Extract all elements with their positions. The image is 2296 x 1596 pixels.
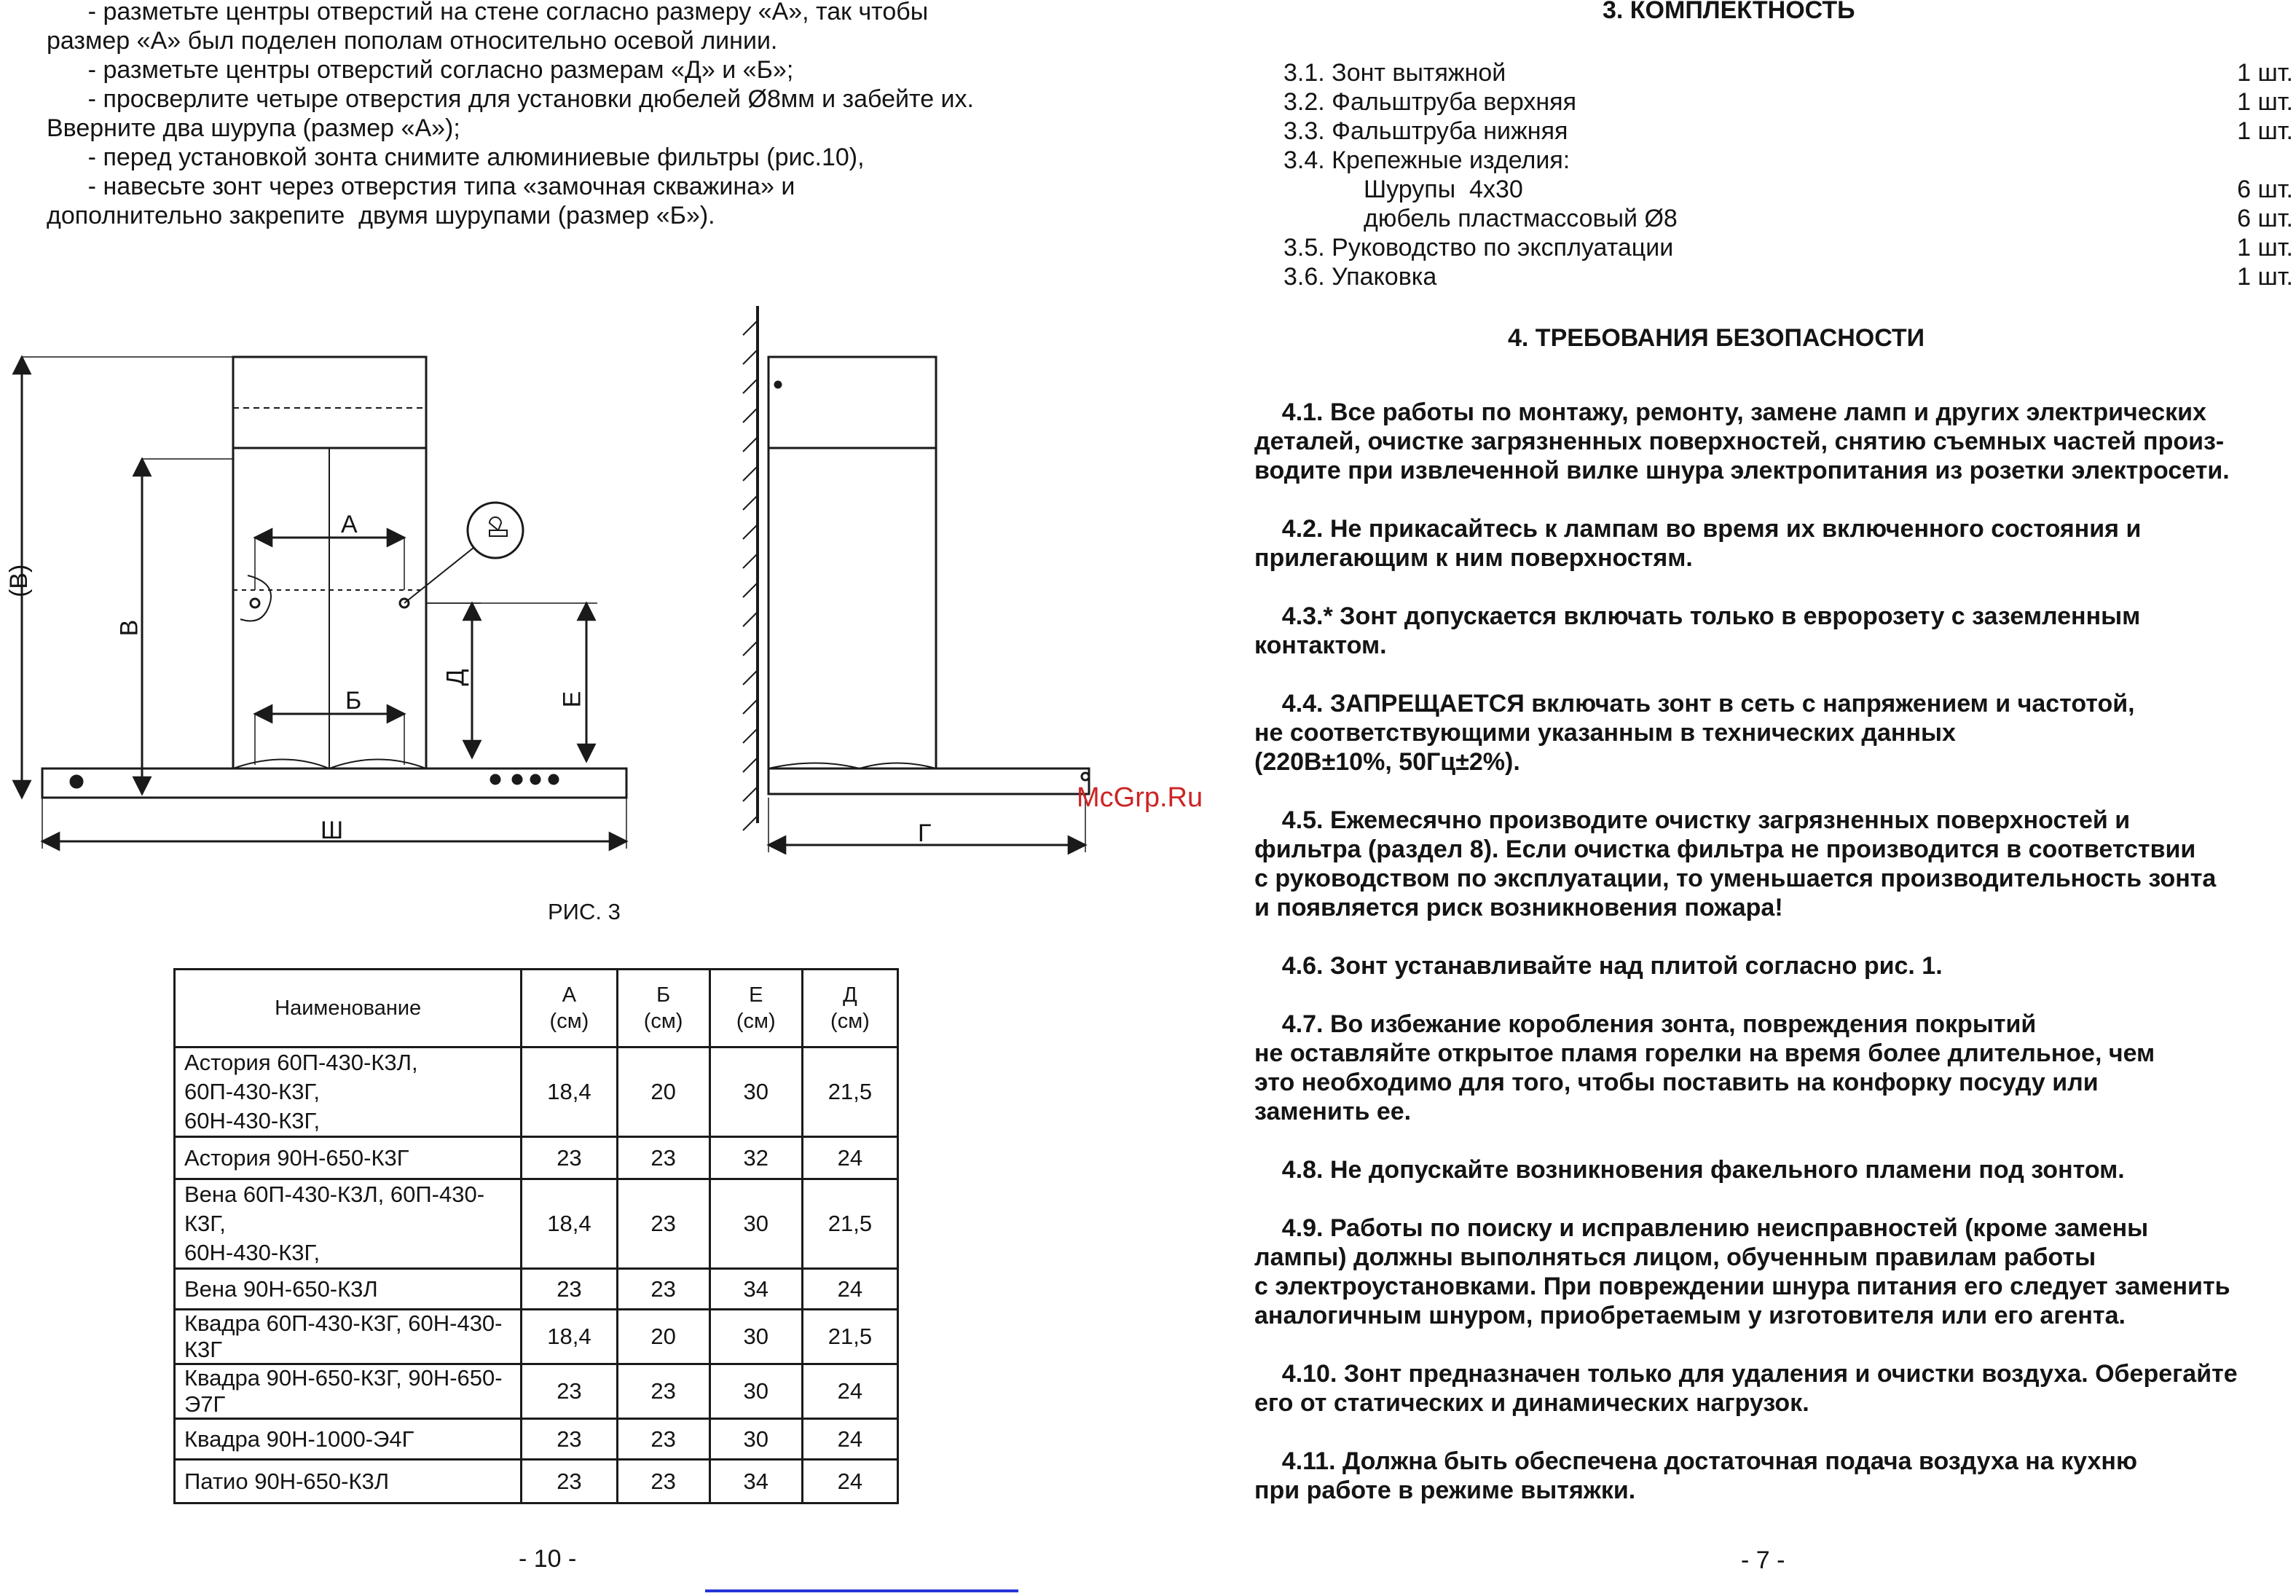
row-name-line: 60Н-430-К3Г,: [184, 1240, 321, 1265]
paragraph-line: 4.2. Не прикасайтесь к лампам во время их включенного состояния и: [1254, 515, 2142, 543]
item-qty: 1 шт.: [2237, 117, 2293, 145]
cell-d: 24: [802, 1137, 897, 1179]
cell-d: 24: [802, 1419, 897, 1460]
paragraph-line: 4.6. Зонт устанавливайте над плитой согласно рис. 1.: [1254, 952, 1943, 980]
paragraph-line: 4.3.* Зонт допускается включать только в евророзету с заземленным: [1254, 602, 2141, 630]
row-name: [175, 1419, 522, 1460]
header-e-unit: (см): [736, 1010, 776, 1033]
cell-b: 23: [617, 1419, 709, 1460]
item-qty: 6 шт.: [2237, 176, 2293, 203]
item-name: дюбель пластмассовый Ø8: [1364, 205, 1678, 232]
cell-d: 24: [802, 1364, 897, 1419]
paragraph-line: 4.4. ЗАПРЕЩАЕТСЯ включать зонт в сеть с напряжением и частотой,: [1254, 690, 2135, 718]
cell-d: 21,5: [802, 1047, 897, 1137]
dim-label-b: Б: [345, 687, 362, 715]
row-name: [175, 1460, 522, 1503]
watermark: McGrp.Ru: [1077, 782, 1203, 813]
row-name-line: Вена 90Н-650-К3Л: [184, 1275, 378, 1302]
header-a-letter: А: [562, 983, 577, 1007]
section3-title: 3. КОМПЛЕКТНОСТЬ: [1603, 0, 1855, 24]
cell-e: 30: [709, 1364, 802, 1419]
cell-a: 23: [522, 1419, 617, 1460]
intro-line: - перед установкой зонта снимите алюминиевые фильтры (рис.10),: [47, 144, 865, 171]
paragraph-line: с руководством по эксплуатации, то уменьшается производительность зонта: [1254, 865, 2217, 892]
row-name: [175, 1047, 522, 1137]
item-name: 3.1. Зонт вытяжной: [1283, 59, 1506, 87]
paragraph-line: аналогичным шнуром, приобретаемым у изготовителя или его агента.: [1254, 1302, 2126, 1329]
intro-line: - разметьте центры отверстий согласно размерам «Д» и «Б»;: [47, 56, 794, 84]
paragraph-line: 4.9. Работы по поиску и исправлению неисправностей (кроме замены: [1254, 1214, 2149, 1242]
intro-line: дополнительно закрепите двумя шурупами (размер «Б»).: [47, 202, 715, 229]
paragraph-4-5: [1254, 806, 2289, 922]
paragraph-line: заменить ее.: [1254, 1098, 1412, 1125]
row-name: [175, 1137, 522, 1179]
paragraph-line: 4.10. Зонт предназначен только для удаления и очистки воздуха. Оберегайте: [1254, 1360, 2238, 1388]
table-header-row: [175, 970, 898, 1047]
dim-label-sh: Ш: [321, 817, 344, 844]
cell-a: 18,4: [522, 1179, 617, 1269]
cell-d: 21,5: [802, 1310, 897, 1364]
intro-line: - разметьте центры отверстий на стене согласно размеру «А», так чтобы: [47, 0, 929, 25]
paragraph-line: с электроустановками. При повреждении шнура питания его следует заменить: [1254, 1273, 2230, 1300]
paragraph-4-9: [1254, 1214, 2289, 1330]
paragraph-line: 4.5. Ежемесячно производите очистку загрязненных поверхностей и: [1254, 806, 2131, 834]
row-name: [175, 1310, 522, 1364]
left-intro: [47, 0, 974, 230]
row-name-line: Вена 60П-430-К3Л, 60П-430-К3Г,: [184, 1182, 485, 1236]
list-item: [1283, 87, 2296, 117]
table-row: [175, 1137, 898, 1179]
cell-e: 34: [709, 1460, 802, 1503]
list-item: [1283, 204, 2296, 233]
dim-label-v: В: [115, 619, 144, 637]
item-qty: 1 шт.: [2237, 88, 2293, 116]
row-name-line: Патио 90Н-650-К3Л: [184, 1468, 390, 1494]
paragraph-line: 4.1. Все работы по монтажу, ремонту, замене ламп и других электрических: [1254, 398, 2206, 426]
paragraph-line: прилегающим к ним поверхностям.: [1254, 544, 1693, 572]
row-name-line: Астория 90Н-650-К3Г: [184, 1144, 409, 1171]
cell-b: 23: [617, 1364, 709, 1419]
cell-e: 34: [709, 1269, 802, 1310]
cell-a: 23: [522, 1137, 617, 1179]
hood-mounting-diagram: [0, 291, 1136, 874]
table-row: [175, 1419, 898, 1460]
paragraph-4-2: [1254, 514, 2289, 573]
paragraph-line: деталей, очистке загрязненных поверхностей, снятию съемных частей произ-: [1254, 428, 2225, 455]
item-name: 3.4. Крепежные изделия:: [1283, 146, 1570, 174]
paragraph-line: водите при извлеченной вилке шнура электропитания из розетки электросети.: [1254, 457, 2230, 484]
dim-label-g: Г: [918, 819, 932, 847]
paragraph-line: контактом.: [1254, 632, 1387, 659]
cell-e: 30: [709, 1310, 802, 1364]
table-row: [175, 1269, 898, 1310]
cell-b: 23: [617, 1460, 709, 1503]
paragraph-line: 4.11. Должна быть обеспечена достаточная подача воздуха на кухню: [1254, 1447, 2137, 1475]
list-item: [1283, 262, 2296, 291]
right-page-number: - 7 -: [1741, 1546, 1785, 1574]
paragraph-line: 4.8. Не допускайте возникновения факельного пламени под зонтом.: [1254, 1156, 2125, 1184]
row-name-line: Квадра 90Н-1000-Э4Г: [184, 1426, 414, 1452]
header-name: Наименование: [175, 970, 522, 1047]
cell-b: 23: [617, 1137, 709, 1179]
cell-d: 24: [802, 1460, 897, 1503]
dimensions-table: [173, 968, 899, 1504]
cell-d: 21,5: [802, 1179, 897, 1269]
header-e: [709, 970, 802, 1047]
intro-line: - просверлите четыре отверстия для установки дюбелей Ø8мм и забейте их.: [47, 85, 974, 113]
paragraph-line: при работе в режиме вытяжки.: [1254, 1477, 1636, 1504]
paragraph-4-1: [1254, 398, 2289, 485]
paragraph-4-4: [1254, 689, 2289, 777]
paragraph-line: это необходимо для того, чтобы поставить на конфорку посуду или: [1254, 1069, 2099, 1096]
paragraph-line: не соответствующими указанным в технических данных: [1254, 719, 1956, 747]
section4-title: 4. ТРЕБОВАНИЯ БЕЗОПАСНОСТИ: [1508, 324, 1925, 352]
paragraph-line: лампы) должны выполняться лицом, обученным правилам работы: [1254, 1243, 2096, 1271]
item-name: 3.3. Фальштруба нижняя: [1283, 117, 1568, 145]
item-qty: 6 шт.: [2237, 205, 2293, 232]
item-name: 3.2. Фальштруба верхняя: [1283, 88, 1576, 116]
cell-b: 23: [617, 1269, 709, 1310]
safety-requirements: [1254, 398, 2289, 1505]
cell-b: 20: [617, 1047, 709, 1137]
header-b: [617, 970, 709, 1047]
dim-label-d: Д: [441, 669, 470, 686]
header-a: [522, 970, 617, 1047]
cell-a: 23: [522, 1269, 617, 1310]
row-name-line: Квадра 90Н-650-К3Г, 90Н-650-Э7Г: [184, 1365, 503, 1417]
cell-d: 24: [802, 1269, 897, 1310]
cell-a: 23: [522, 1460, 617, 1503]
paragraph-4-10: [1254, 1359, 2289, 1418]
cell-a: 18,4: [522, 1047, 617, 1137]
intro-line: - навесьте зонт через отверстия типа «замочная скважина» и: [47, 173, 795, 200]
paragraph-4-7: [1254, 1010, 2289, 1126]
header-a-unit: (см): [549, 1010, 589, 1033]
cell-a: 18,4: [522, 1310, 617, 1364]
cell-e: 30: [709, 1419, 802, 1460]
table-row: [175, 1364, 898, 1419]
cell-a: 23: [522, 1364, 617, 1419]
item-name: 3.5. Руководство по эксплуатации: [1283, 234, 1674, 262]
list-item: [1283, 146, 2296, 175]
cell-b: 20: [617, 1310, 709, 1364]
side-view: [743, 306, 1089, 852]
item-qty: 1 шт.: [2237, 234, 2293, 262]
dim-label-e: Е: [558, 691, 586, 708]
bottom-link-rule: [705, 1589, 1018, 1592]
cell-b: 23: [617, 1179, 709, 1269]
row-name: [175, 1364, 522, 1419]
list-item: [1283, 233, 2296, 262]
dim-label-b-paren: (В): [5, 564, 33, 597]
left-page-number: - 10 -: [519, 1545, 577, 1573]
list-item: [1283, 58, 2296, 87]
cell-e: 30: [709, 1047, 802, 1137]
row-name-line: 60Н-430-К3Г,: [184, 1108, 321, 1133]
intro-line: размер «А» был поделен пополам относительно осевой линии.: [47, 27, 778, 55]
header-b-letter: Б: [656, 983, 671, 1007]
item-name: Шурупы 4х30: [1364, 176, 1523, 203]
cell-e: 32: [709, 1137, 802, 1179]
header-b-unit: (см): [643, 1010, 683, 1033]
dim-label-a: А: [341, 511, 358, 538]
item-qty: 1 шт.: [2237, 263, 2293, 291]
list-item: [1283, 117, 2296, 146]
row-name: [175, 1179, 522, 1269]
paragraph-4-8: [1254, 1155, 2289, 1184]
paragraph-line: и появляется риск возникновения пожара!: [1254, 894, 1783, 921]
front-view: [22, 357, 626, 849]
item-qty: 1 шт.: [2237, 59, 2293, 87]
row-name-line: Астория 60П-430-К3Л, 60П-430-К3Г,: [184, 1050, 418, 1104]
paragraph-line: фильтра (раздел 8). Если очистка фильтра не производится в соответствии: [1254, 836, 2196, 863]
intro-line: Вверните два шурупа (размер «А»);: [47, 114, 460, 142]
header-e-letter: Е: [749, 983, 763, 1007]
paragraph-line: (220В±10%, 50Гц±2%).: [1254, 748, 1520, 776]
header-d-letter: Д: [843, 983, 857, 1007]
paragraph-4-6: [1254, 951, 2289, 980]
paragraph-line: его от статических и динамических нагрузок.: [1254, 1389, 1809, 1417]
table-row: [175, 1179, 898, 1269]
row-name-line: Квадра 60П-430-К3Г, 60Н-430-К3Г: [184, 1310, 503, 1362]
table-row: [175, 1047, 898, 1137]
paragraph-line: 4.7. Во избежание коробления зонта, повреждения покрытий: [1254, 1010, 2037, 1038]
item-name: 3.6. Упаковка: [1283, 263, 1437, 291]
header-d-unit: (см): [830, 1010, 870, 1033]
paragraph-4-11: [1254, 1447, 2289, 1505]
row-name: [175, 1269, 522, 1310]
header-d: [802, 970, 897, 1047]
table-row: [175, 1310, 898, 1364]
kit-list: [1283, 58, 2296, 291]
list-item: [1283, 175, 2296, 204]
paragraph-4-3: [1254, 602, 2289, 660]
figure-caption: РИС. 3: [548, 899, 621, 924]
paragraph-line: не оставляйте открытое пламя горелки на время более длительное, чем: [1254, 1039, 2155, 1067]
cell-e: 30: [709, 1179, 802, 1269]
table-row: [175, 1460, 898, 1503]
